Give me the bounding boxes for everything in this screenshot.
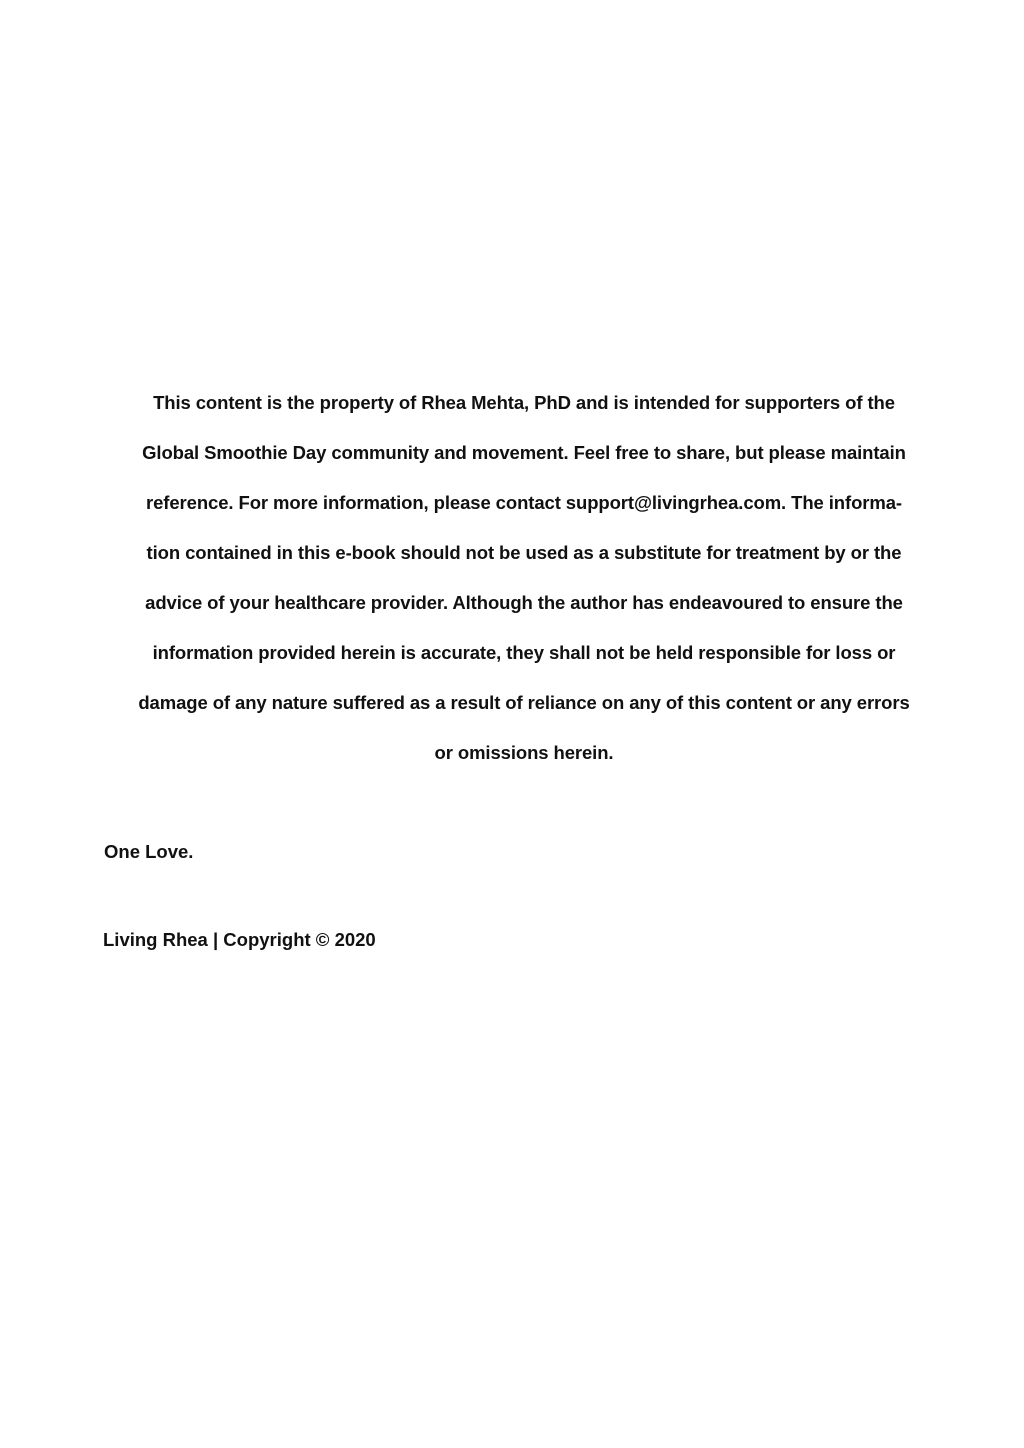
copyright-line: Living Rhea | Copyright © 2020 — [103, 929, 376, 950]
disclaimer-line: or omissions herein. — [434, 742, 614, 763]
disclaimer-line: tion contained in this e-book should not be used as a substitute for treatment by or the — [146, 542, 902, 563]
disclaimer-line: reference. For more information, please contact support@livingrhea.com. The informa- — [146, 492, 902, 513]
disclaimer-line: advice of your healthcare provider. Although the author has endeavoured to ensure the — [145, 592, 903, 613]
disclaimer-line: damage of any nature suffered as a result of reliance on any of this content or any errors — [138, 692, 910, 713]
signoff-text: One Love. — [104, 841, 194, 862]
disclaimer-line: information provided herein is accurate, they shall not be held responsible for loss or — [152, 642, 896, 663]
disclaimer-line: Global Smoothie Day community and movement. Feel free to share, but please maintain — [142, 442, 906, 463]
disclaimer-line: This content is the property of Rhea Mehta, PhD and is intended for supporters of the — [153, 392, 895, 413]
disclaimer-paragraph — [98, 378, 950, 778]
